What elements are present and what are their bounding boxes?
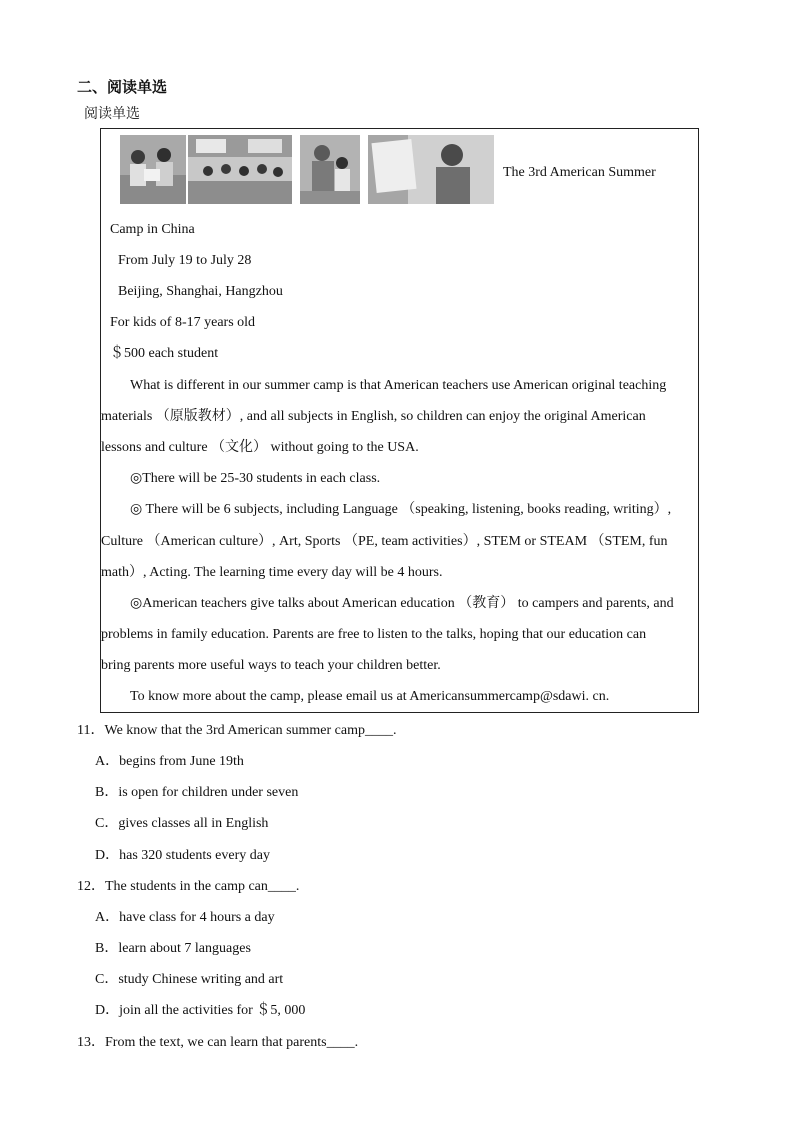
camp-ages: For kids of 8-17 years old — [110, 315, 256, 330]
question-11-option-c: C．gives classes all in English — [95, 816, 269, 831]
photo-children-reading — [120, 135, 186, 204]
section-subtitle: 阅读单选 — [84, 106, 140, 122]
question-11-option-b: B．is open for children under seven — [95, 785, 299, 800]
passage-heading-line2: Camp in China — [110, 222, 195, 237]
photo-teacher-with-kids — [300, 135, 360, 204]
bullet-3-line-2: problems in family education. Parents are free to listen to the talks, hoping that our education can — [101, 627, 647, 642]
camp-dates: From July 19 to July 28 — [118, 253, 252, 268]
bullet-2-line-1: ◎ There will be 6 subjects, including Language （speaking, listening, books reading, writing）, — [130, 502, 672, 517]
paragraph-1-line-3: lessons and culture （文化） without going to the USA. — [101, 440, 419, 455]
paragraph-1-line-1: What is different in our summer camp is that American teachers use American original teaching — [130, 378, 667, 393]
passage-heading-line1: The 3rd American Summer — [503, 165, 656, 180]
question-12-option-a: A．have class for 4 hours a day — [95, 910, 275, 925]
question-12-option-b: B．learn about 7 languages — [95, 941, 251, 956]
passage-box — [100, 128, 699, 713]
question-11-option-a: A．begins from June 19th — [95, 754, 244, 769]
bullet-3-line-3: bring parents more useful ways to teach your children better. — [101, 658, 441, 673]
photo-teacher-holding-book — [368, 135, 494, 204]
camp-price: ＄500 each student — [110, 346, 219, 361]
question-12-option-c: C．study Chinese writing and art — [95, 972, 284, 987]
bullet-2-line-3: math）, Acting. The learning time every day will be 4 hours. — [101, 565, 443, 580]
question-12-stem: 12．The students in the camp can____. — [77, 879, 300, 894]
contact-line: To know more about the camp, please email us at Americansummercamp@sdawi. cn. — [130, 689, 610, 704]
bullet-1: ◎There will be 25-30 students in each class. — [130, 471, 381, 486]
question-11-stem: 11．We know that the 3rd American summer camp____. — [77, 723, 397, 738]
question-13-stem: 13．From the text, we can learn that parents____. — [77, 1035, 359, 1050]
photo-classroom — [188, 135, 292, 204]
bullet-2-line-2: Culture （American culture）, Art, Sports （PE, team activities）, STEM or STEAM （STEM, fun — [101, 534, 668, 549]
section-title: 二、阅读单选 — [77, 78, 168, 96]
question-11-option-d: D．has 320 students every day — [95, 848, 270, 863]
bullet-3-line-1: ◎American teachers give talks about American education （教育） to campers and parents, and — [130, 596, 674, 611]
paragraph-1-line-2: materials （原版教材）, and all subjects in English, so children can enjoy the original American — [101, 409, 646, 424]
question-12-option-d: D．join all the activities for ＄5, 000 — [95, 1003, 306, 1018]
camp-cities: Beijing, Shanghai, Hangzhou — [118, 284, 283, 299]
